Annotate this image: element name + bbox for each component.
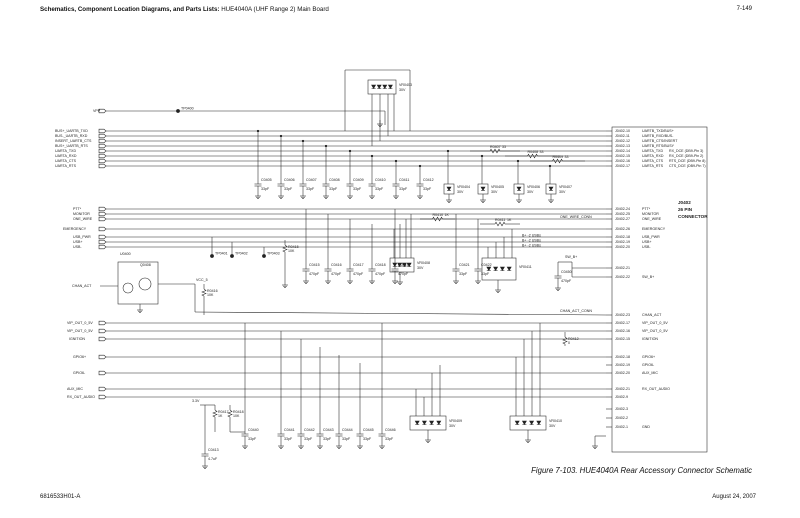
array-value: 30V: [417, 266, 424, 270]
connector-pin-number: J0402-11: [615, 134, 630, 139]
junction-dot: [325, 145, 327, 147]
diode-icon: [388, 85, 392, 89]
net-label-emergency: EMERGENCY: [63, 227, 87, 232]
connector-pin-label: UARTA_CTS: [642, 159, 664, 164]
uart-dce-label: RTS_DCE (DB9-Pin 8): [669, 159, 706, 164]
offpage-connector-icon: [99, 149, 106, 153]
offpage-connector-icon: [99, 134, 106, 138]
connector-pin-number: J0402-20: [615, 371, 630, 376]
array-value: 30V: [559, 190, 566, 194]
diode-icon: [522, 421, 526, 425]
capacitor-ref: C0446: [385, 428, 396, 432]
resistor-value: 33: [564, 155, 569, 159]
net-label-usb: USB+: [73, 240, 83, 245]
offpage-connector-icon: [99, 227, 106, 231]
resistor-ref: R0408: [527, 150, 539, 154]
resistor: [563, 337, 567, 344]
connector-pin-number: J0402-25: [615, 212, 630, 217]
capacitor-ref: C0413: [208, 448, 219, 452]
resistor-value: 1K: [218, 414, 223, 418]
junction-dot: [349, 150, 351, 152]
capacitor-ref: C0409: [353, 178, 364, 182]
array-ref: VR0407: [559, 185, 572, 189]
diode-icon: [377, 85, 381, 89]
net-label-uartb: BUS-_UARTB_RXD: [55, 134, 88, 139]
capacitor-ref: C0407: [306, 178, 317, 182]
offpage-connector-icon: [99, 395, 106, 399]
offpage-connector-icon: [99, 371, 106, 375]
tvs-array: [482, 258, 516, 280]
capacitor-ref: C0442: [304, 428, 315, 432]
net-label-gpio: GPIO6-: [73, 371, 86, 376]
transistor-icon: [123, 283, 133, 293]
capacitor-value: 33pF: [284, 187, 293, 191]
connector-pin-number: J0402-22: [615, 275, 630, 280]
capacitor-value: 33pF: [363, 437, 372, 441]
capacitor-ref: C0406: [284, 178, 295, 182]
connector-pin-number: J0402-14: [615, 149, 630, 154]
resistor: [213, 410, 217, 417]
tvs-array: [368, 80, 396, 94]
resistor-ref: R0409: [552, 155, 564, 159]
connector-pin-label: USB_PWR: [642, 235, 660, 240]
uart-dce-label: RX_DCE (DB9-Pin 2): [669, 154, 704, 159]
capacitor-value: 470pF: [309, 272, 320, 276]
connector-pin-number: J0402-10: [615, 129, 630, 134]
array-ref: VR0405: [491, 185, 504, 189]
array-value: 30V: [491, 190, 498, 194]
connector-pin-number: J0402-15: [615, 337, 630, 342]
diode-icon: [415, 421, 419, 425]
connector-pin-label: UARTB_TXD/BUS+: [642, 129, 674, 134]
connector-pin-label: VIP_OUT_0_5V: [642, 329, 668, 334]
tvs-array: [510, 416, 546, 430]
net-label-one-wire-conn: ONE_WIRE_CONN: [560, 215, 592, 219]
connector-pin-number: J0402-21: [615, 387, 630, 392]
resistor-value: 10K: [207, 293, 214, 297]
offpage-connector-icon: [99, 159, 106, 163]
connector-pin-number: J0402-16: [615, 329, 630, 334]
uart-dce-label: CTS_DCE (DB9-Pin 7): [669, 164, 706, 169]
connector-pin-number: J0402-18: [615, 355, 630, 360]
test-point-icon: [230, 254, 233, 257]
connector-pin-label: PTT*: [642, 207, 651, 212]
document-date: August 24, 2007: [712, 494, 756, 500]
diode-icon: [507, 267, 511, 271]
connector-pin-number: J0402-26: [615, 227, 630, 232]
offpage-connector-icon: [99, 212, 106, 216]
capacitor-ref: C0411: [399, 178, 410, 182]
diode-icon: [517, 187, 521, 191]
page-number: 7-149: [736, 6, 752, 12]
net-label-control: MONITOR: [73, 212, 90, 217]
net-label-gpio: GPIO6+: [73, 355, 87, 360]
offpage-connector-icon: [99, 139, 106, 143]
array-ref: VR0408: [417, 261, 430, 265]
diode-icon: [383, 85, 387, 89]
connector-pin-label: GPIO6-: [642, 363, 655, 368]
connector-pin-number: J0402-21: [615, 266, 630, 271]
test-point-label: TP0400: [181, 106, 194, 111]
connector-pin-label: VIP_OUT_0_5V: [642, 321, 668, 326]
capacitor-ref: C0443: [323, 428, 334, 432]
net-label-chan-act: CHAN_ACT: [72, 284, 92, 289]
offpage-connector-icon: [99, 207, 106, 211]
resistor: [202, 289, 206, 296]
connector-pin-label: USB-: [642, 245, 651, 250]
capacitor-value: 470pF: [331, 272, 342, 276]
net-label-control: PTT*: [73, 207, 82, 212]
transistor-ref: Q0408: [140, 263, 151, 267]
capacitor-value: 33pF: [423, 187, 432, 191]
diode-icon: [494, 267, 498, 271]
connector-pin-label: UARTB_CTS/INSERT: [642, 139, 678, 144]
capacitor-value: 33pF: [284, 437, 293, 441]
connector-pin-label: EMERGENCY: [642, 227, 666, 232]
array-ref: VR0406: [527, 185, 540, 189]
resistor-ref: R0418: [233, 410, 244, 414]
test-point-icon: [176, 109, 179, 112]
test-point-label: TP0401: [215, 251, 228, 256]
transistor-icon: [139, 278, 151, 290]
junction-dot: [302, 140, 304, 142]
capacitor-ref: C0440: [248, 428, 259, 432]
offpage-connector-icon: [99, 235, 106, 239]
connector-pin-label: UARTA_RTS: [642, 164, 663, 169]
net-label-uarta: UARTA_CTS: [55, 159, 77, 164]
offpage-connector-icon: [99, 329, 106, 333]
capacitor-ref: C0422: [481, 263, 492, 267]
connector-pin-label: AUX_MIC: [642, 371, 658, 376]
capacitor-ref: C0450: [561, 270, 572, 274]
array-value: 30V: [527, 190, 534, 194]
net-label-sw-b: SW_B+: [565, 255, 578, 259]
net-label-chan-act-conn: CHAN_ACT_CONN: [560, 309, 592, 313]
capacitor-ref: C0418: [375, 263, 386, 267]
connector-pin-number: J0402-16: [615, 159, 630, 164]
capacitor-value: 33pF: [375, 187, 384, 191]
connector-pin-label: USB+: [642, 240, 652, 245]
array-ref: VR0403: [399, 83, 412, 87]
resistor-ref: R0407: [490, 145, 501, 149]
resistor-value: 33: [502, 145, 506, 149]
diode-icon: [393, 263, 397, 267]
connector-body: [612, 127, 707, 452]
resistor-ref: R0417: [218, 410, 229, 414]
capacitor-ref: C0441: [284, 428, 295, 432]
test-point-icon: [262, 254, 265, 257]
connector-pin-label: RX_OUT_AUDIO: [642, 387, 670, 392]
connector-pin-label: SW_B+: [642, 275, 655, 280]
net-label-vcc: VCC_5: [196, 278, 208, 282]
array-value: 30V: [449, 424, 456, 428]
array-value: 30V: [457, 190, 464, 194]
connector-pin-number: J0402-15: [615, 154, 630, 159]
offpage-connector-icon: [99, 217, 106, 221]
net-label-usb: USB_PWR: [73, 235, 91, 240]
net-label-uartb: BUS+_UARTB_TXD: [55, 129, 88, 134]
diode-icon: [549, 187, 553, 191]
offpage-connector-icon: [99, 240, 106, 244]
array-value: 30V: [399, 88, 406, 92]
figure-caption: Figure 7-103. HUE4040A Rear Accessory Connector Schematic: [531, 466, 752, 475]
resistor-value: 1K: [507, 218, 512, 222]
resistor-ref: R0415: [288, 245, 299, 249]
capacitor-ref: C0419: [398, 263, 409, 267]
resistor-ref: R0410: [432, 213, 444, 217]
resistor: [228, 410, 232, 417]
uart-dce-label: RX_DCE (DB9-Pin 3): [669, 149, 704, 154]
junction-dot: [419, 165, 421, 167]
connector-pin-number: J0402-24: [615, 207, 630, 212]
wire: [195, 312, 606, 315]
resistor-value: 33: [539, 150, 544, 154]
resistor-value: 0: [568, 341, 570, 345]
resistor-value: 10K: [288, 249, 295, 253]
junction-dot: [257, 130, 259, 132]
diode-icon: [430, 421, 434, 425]
test-point-icon: [210, 254, 213, 257]
array-ref: VR0410: [549, 419, 562, 423]
connector-pin-label: GND: [642, 425, 650, 430]
document-number: 6816533H01-A: [40, 494, 81, 500]
diode-icon: [481, 187, 485, 191]
capacitor-ref: C0421: [459, 263, 470, 267]
junction-dot: [371, 155, 373, 157]
ic-ref: U0400: [120, 252, 131, 256]
connector-pin-label: CHAN_ACT: [642, 313, 662, 318]
net-label-vip: VIP_OUT_0_5V: [67, 329, 93, 334]
capacitor-ref: C0417: [353, 263, 364, 267]
connector-pin-label: IGNITION: [642, 337, 658, 342]
diode-icon: [422, 421, 426, 425]
connector-pin-number: J0402-19: [615, 363, 630, 368]
offpage-connector-icon: [99, 164, 106, 168]
capacitor-value: 33pF: [459, 272, 468, 276]
connector-pin-number: J0402-1: [615, 425, 628, 430]
net-label-vip: VIP_OUT_0_5V: [67, 321, 93, 326]
connector-pin-number: J0402-20: [615, 245, 630, 250]
capacitor-value: 33pF: [353, 187, 362, 191]
tvs-array: [410, 416, 446, 430]
net-label-control: ONE_WIRE: [73, 217, 93, 222]
net-label-usb: USB-: [73, 245, 82, 250]
diode-icon: [537, 421, 541, 425]
offpage-connector-icon: [99, 387, 106, 391]
offpage-connector-icon: [99, 355, 106, 359]
net-label-uarta: UARTA_RTS: [55, 164, 76, 169]
test-point-label: TP0402: [235, 251, 248, 256]
connector-pin-number: J0402-27: [615, 217, 630, 222]
buffer-ic: [118, 262, 158, 304]
net-label-aux: RX_OUT_AUDIO: [67, 395, 95, 400]
offpage-connector-icon: [99, 129, 106, 133]
capacitor-value: 470pF: [375, 272, 386, 276]
connector-ref: J0402: [678, 200, 691, 205]
net-label-uarta: UARTA_TXD: [55, 149, 77, 154]
capacitor-value: 470pF: [398, 272, 409, 276]
junction-dot: [549, 165, 551, 167]
diode-icon: [515, 421, 519, 425]
net-label-uartb: INSERT_UARTB_CTS: [55, 139, 92, 144]
connector-title: 26 PIN: [678, 207, 693, 212]
net-label-ignition: IGNITION: [69, 337, 85, 342]
capacitor-value: 470pF: [561, 279, 572, 283]
capacitor-ref: C0416: [331, 263, 342, 267]
capacitor-value: 33pF: [304, 437, 313, 441]
capacitor-value: 33pF: [261, 187, 270, 191]
array-value: 30V: [549, 424, 556, 428]
connector-pin-number: J0402-19: [615, 240, 630, 245]
resistor-value: 1K: [444, 213, 449, 217]
capacitor-ref: C0415: [309, 263, 320, 267]
offpage-connector-icon: [99, 144, 106, 148]
resistor-ref: R0416: [207, 289, 218, 293]
net-label-3v3: 3.3V: [192, 399, 200, 403]
capacitor-value: 470pF: [353, 272, 364, 276]
connector-pin-label: UARTA_TXD: [642, 149, 664, 154]
connector-pin-label: UARTA_RXD: [642, 154, 664, 159]
diode-icon: [447, 187, 451, 191]
capacitor-value: 33pF: [399, 187, 408, 191]
diode-icon: [437, 421, 441, 425]
capacitor-value: 4.7uF: [208, 457, 218, 461]
capacitor-value: 33pF: [385, 437, 394, 441]
usb-note: B+ -2 USBs: [522, 238, 541, 243]
capacitor-value: 33pF: [248, 437, 257, 441]
test-point-label: TP0403: [267, 251, 280, 256]
resistor-ref: R0412: [568, 337, 579, 341]
array-ref: VR0409: [449, 419, 462, 423]
resistor: [495, 222, 505, 226]
connector-pin-label: MONITOR: [642, 212, 659, 217]
resistor: [283, 245, 287, 252]
capacitor-ref: C0444: [342, 428, 353, 432]
offpage-connector-icon: [99, 321, 106, 325]
capacitor-value: 33pF: [329, 187, 338, 191]
capacitor-value: 33pF: [306, 187, 315, 191]
offpage-connector-icon: [99, 154, 106, 158]
connector-pin-number: J0402-3: [615, 407, 628, 412]
net-label-uarta: UARTA_RXD: [55, 154, 77, 159]
connector-pin-number: J0402-2: [615, 416, 628, 421]
connector-pin-number: J0402-23: [615, 313, 630, 318]
connector-subtitle: CONNECTOR: [678, 214, 708, 219]
net-label-vpp: VPP: [93, 109, 101, 113]
capacitor-ref: C0410: [375, 178, 386, 182]
capacitor-ref: C0412: [423, 178, 434, 182]
junction-dot: [517, 160, 519, 162]
junction-dot: [447, 150, 449, 152]
connector-pin-number: J0402-13: [615, 144, 630, 149]
diode-icon: [372, 85, 376, 89]
offpage-connector-icon: [99, 337, 106, 341]
connector-pin-label: ONE_WIRE: [642, 217, 662, 222]
diode-icon: [487, 267, 491, 271]
resistor-ref: R0411: [495, 218, 506, 222]
junction-dot: [481, 155, 483, 157]
net-label-uartb: BUS+_UARTB_RTS: [55, 144, 88, 149]
capacitor-value: 33pF: [481, 272, 490, 276]
capacitor-ref: C0405: [261, 178, 272, 182]
diode-icon: [530, 421, 534, 425]
page-header-title: Schematics, Component Location Diagrams, and Parts Lists: HUE4040A (UHF Range 2) Main Board: [40, 6, 329, 13]
offpage-connector-icon: [99, 245, 106, 249]
junction-dot: [280, 135, 282, 137]
usb-note: B+ -2 USBs: [522, 243, 541, 248]
connector-pin-number: J0402-18: [615, 235, 630, 240]
diode-icon: [500, 267, 504, 271]
connector-pin-label: GPIO6+: [642, 355, 656, 360]
array-ref: VR0411: [519, 265, 532, 269]
capacitor-ref: C0408: [329, 178, 340, 182]
connector-pin-label: UARTB_RXD/BUS-: [642, 134, 674, 139]
connector-pin-number: J0402-12: [615, 139, 630, 144]
capacitor-value: 33pF: [342, 437, 351, 441]
capacitor-ref: C0445: [363, 428, 374, 432]
connector-pin-label: UARTB_RTS/BUSY: [642, 144, 675, 149]
capacitor-value: 33pF: [323, 437, 332, 441]
connector-pin-number: J0402-17: [615, 164, 630, 169]
resistor-value: 10K: [233, 414, 240, 418]
array-ref: VR0404: [457, 185, 470, 189]
usb-note: B+ -2 USBs: [522, 233, 541, 238]
connector-pin-number: J0402-17: [615, 321, 630, 326]
net-label-aux: AUX_MIC: [67, 387, 83, 392]
junction-dot: [395, 160, 397, 162]
connector-pin-number: J0402-9: [615, 395, 628, 400]
